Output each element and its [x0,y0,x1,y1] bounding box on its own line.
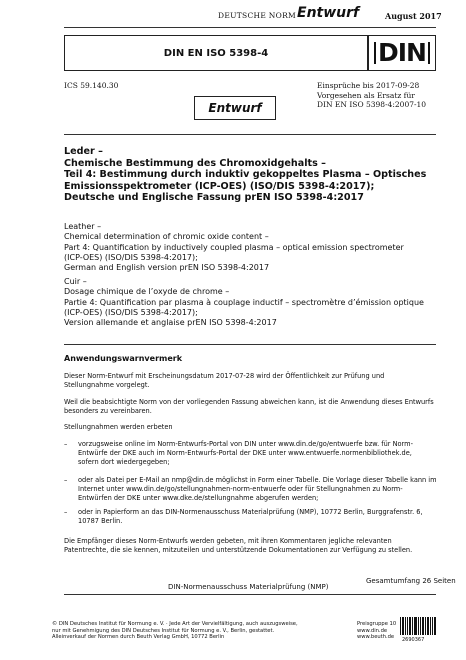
title-line: Chemical determination of chromic oxide content – [64,232,269,242]
doc-number: DIN EN ISO 5398-4 [163,48,269,59]
warning-paragraph [64,372,434,390]
title-line: German and English version prEN ISO 5398-4:2017 [64,263,270,273]
list-line: sofern dort wiedergegeben; [78,457,170,466]
section-rule [64,344,436,345]
header-date: August 2017 [385,11,442,21]
din-logo: DIN [374,42,430,64]
header-norm-label: DEUTSCHE NORM [218,11,297,20]
price-line: www.beuth.de [357,634,395,641]
doc-number-box [64,35,368,71]
list-line: oder als Datei per E-Mail an nmp@din.de möglichst in Form einer Tabelle. Die Vorlage dieser Tabelle kann im [78,476,437,484]
copyright-line: nur mit Genehmigung des DIN Deutsches Institut für Normung e. V., Berlin, gestattet. [52,627,275,634]
page-count: Gesamtumfang 26 Seiten [366,577,456,585]
footer-rule [64,594,436,595]
paragraph-line: besonders zu vereinbaren. [64,406,152,415]
title-line: (ICP-OES) (ISO/DIS 5398-4:2017); [64,252,198,262]
einsprueche-line: Einsprüche bis 2017-09-28 [317,81,420,90]
warning-heading: Anwendungswarnvermerk [64,354,183,363]
din-logo-box [368,35,436,71]
paragraph-line: Patentrechte, die sie kennen, mitzuteilen und unterstützende Dokumentationen zur Verfügung zu stellen. [64,545,413,554]
list-dash: – [64,440,68,448]
copyright-notice [52,621,298,641]
patent-paragraph [64,537,434,555]
header-rule [64,27,436,28]
title-line: Part 4: Quantification by inductively coupled plasma – optical emission spectrometer [64,242,404,252]
list-line: oder in Papierform an das DIN-Normenausschuss Materialprüfung (NMP), 10772 Berlin, Burggrafenstr. 6, [78,508,423,516]
title-line: Cuir – [64,277,87,286]
entwurf-box [194,96,276,120]
title-english [64,222,436,273]
warning-paragraph [64,398,434,416]
list-line: Entwürfe der DKE auch im Norm-Entwurfs-Portal der DKE unter www.entwuerfe.normenbibliothek.de, [78,448,412,457]
warning-paragraph [64,423,434,432]
title-line: Deutsche und Englische Fassung prEN ISO 5398-4:2017 [64,192,364,203]
paragraph-line: Stellungnahmen werden erbeten [64,423,173,431]
title-line: Teil 4: Bestimmung durch induktiv gekoppeltes Plasma – Optisches [64,169,427,180]
list-line: 10787 Berlin. [78,516,123,525]
einsprueche-line: DIN EN ISO 5398-4:2007-10 [317,100,427,109]
list-line: vorzugsweise online im Norm-Entwurfs-Portal von DIN unter www.din.de/go/entwuerfe bzw. für Norm- [78,440,413,448]
document-id: 2690367 [402,637,425,643]
header-status: Entwurf [297,5,360,21]
title-line: Emissionsspektrometer (ICP-OES) (ISO/DIS 5398-4:2017); [64,180,375,192]
list-dash: – [64,476,68,484]
title-line: Leather – [64,222,102,231]
title-line: Partie 4: Quantification par plasma à couplage inductif – spectromètre d’émission optique [64,297,424,307]
einsprueche-block [317,81,426,110]
paragraph-line: Die Empfänger dieses Norm-Entwurfs werden gebeten, mit ihren Kommentaren jegliche relevanten [64,537,392,545]
price-line: Preisgruppe 10 [357,621,397,627]
title-french [64,277,436,328]
list-dash: – [64,508,68,516]
einsprueche-line: Vorgesehen als Ersatz für [317,90,415,100]
title-line: (ICP-OES) (ISO/DIS 5398-4:2017); [64,307,198,317]
title-line: Leder – [64,146,103,157]
copyright-line: Alleinverkauf der Normen durch Beuth Verlag GmbH, 10772 Berlin [52,634,225,641]
barcode-icon [400,617,436,635]
ics-code: ICS 59.140.30 [64,81,119,90]
title-line: Chemische Bestimmung des Chromoxidgehalts – [64,157,326,169]
title-german [64,146,436,204]
list-line: Entwürfen der DKE unter www.dke.de/stellungnahme abgerufen werden; [78,493,319,502]
price-line: www.din.de [357,627,388,634]
title-line: Version allemande et anglaise prEN ISO 5398-4:2017 [64,318,277,328]
title-line: Dosage chimique de l’oxyde de chrome – [64,287,230,297]
list-line: Internet unter www.din.de/go/stellungnahmen-norm-entwuerfe oder für Stellungnahmen zu Norm- [78,484,403,493]
entwurf-label: Entwurf [208,101,262,115]
section-rule [64,134,436,135]
paragraph-line: Stellungnahme vorgelegt. [64,380,150,389]
committee-name: DIN-Normenausschuss Materialprüfung (NMP) [168,583,329,591]
paragraph-line: Dieser Norm-Entwurf mit Erscheinungsdatum 2017-07-28 wird der Öffentlichkeit zur Prüfung und [64,372,385,380]
price-group [357,621,396,641]
copyright-line: © DIN Deutsches Institut für Normung e. V. · Jede Art der Vervielfältigung, auch auszugsweise, [52,621,298,627]
paragraph-line: Weil die beabsichtigte Norm von der vorliegenden Fassung abweichen kann, ist die Anwendung dieses Entwurfs [64,398,434,406]
